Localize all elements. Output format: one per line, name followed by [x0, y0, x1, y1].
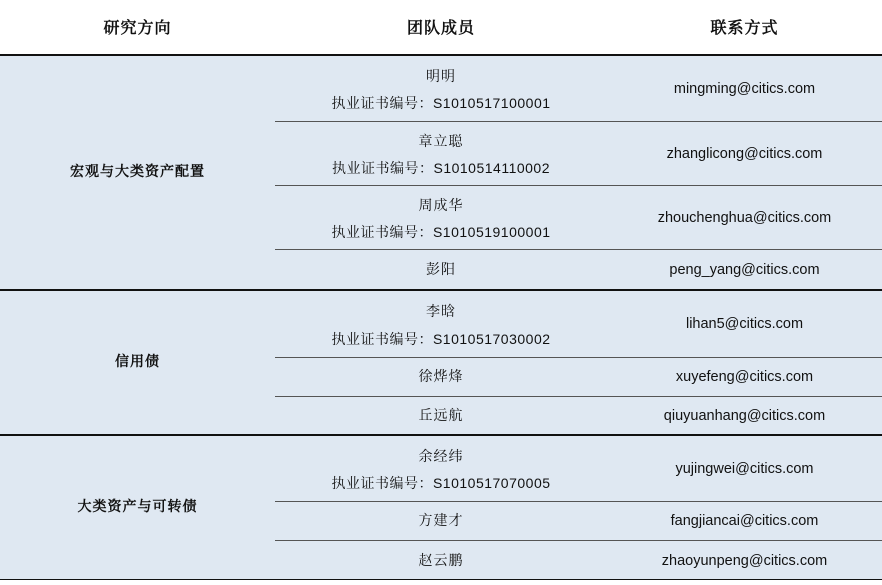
member-cert [275, 93, 607, 114]
member-email[interactable]: yujingwei@citics.com [675, 461, 814, 477]
member-name: 李晗 [426, 304, 456, 320]
research-direction: 信用债 [115, 354, 160, 370]
header-members: 团队成员 [406, 18, 475, 37]
table-row [275, 122, 882, 186]
member-name: 丘远航 [418, 408, 464, 424]
member-cert [275, 158, 607, 179]
cert-label: 执业证书编号： [331, 161, 434, 177]
cert-number: S1010517030002 [432, 331, 551, 347]
cert-number: S1010519100001 [432, 224, 551, 240]
table-row [275, 56, 882, 122]
member-name: 徐烨烽 [418, 369, 464, 385]
table-row [275, 397, 882, 436]
table-row [275, 250, 882, 291]
member-email[interactable]: zhouchenghua@citics.com [657, 210, 832, 226]
header-contact: 联系方式 [710, 18, 779, 37]
member-email[interactable]: fangjiancai@citics.com [670, 513, 819, 529]
table-header [0, 0, 882, 55]
member-name: 彭阳 [426, 262, 456, 278]
research-direction: 宏观与大类资产配置 [70, 164, 205, 180]
member-name: 周成华 [418, 198, 464, 214]
cert-number: S1010517070005 [432, 475, 551, 491]
member-cert [275, 222, 607, 243]
member-email[interactable]: qiuyuanhang@citics.com [663, 408, 826, 424]
cert-number: S1010517100001 [432, 95, 551, 111]
table-bottom-border [0, 579, 882, 580]
member-name: 余经纬 [418, 449, 464, 465]
cert-label: 执业证书编号： [331, 96, 433, 112]
member-email[interactable]: xuyefeng@citics.com [675, 369, 814, 385]
cert-label: 执业证书编号： [331, 476, 433, 492]
cert-number: S1010514110002 [433, 160, 551, 176]
table-row [275, 186, 882, 250]
member-cert [275, 329, 607, 350]
member-email[interactable]: zhaoyunpeng@citics.com [661, 553, 828, 569]
member-name: 方建才 [418, 513, 464, 529]
research-direction: 大类资产与可转债 [77, 499, 198, 515]
cert-label: 执业证书编号： [331, 332, 433, 348]
table-row [275, 502, 882, 541]
table-row [275, 436, 882, 502]
member-cert [275, 473, 607, 494]
table-row [275, 291, 882, 358]
table-row [275, 358, 882, 397]
cert-label: 执业证书编号： [331, 225, 433, 241]
header-direction: 研究方向 [103, 18, 172, 37]
member-email[interactable]: peng_yang@citics.com [669, 262, 820, 278]
member-name: 章立聪 [418, 134, 464, 150]
member-name: 明明 [426, 69, 456, 85]
member-email[interactable]: mingming@citics.com [673, 81, 816, 97]
member-name: 赵云鹏 [418, 553, 464, 569]
table-row [275, 541, 882, 581]
member-email[interactable]: lihan5@citics.com [685, 316, 804, 332]
member-email[interactable]: zhanglicong@citics.com [666, 146, 823, 162]
